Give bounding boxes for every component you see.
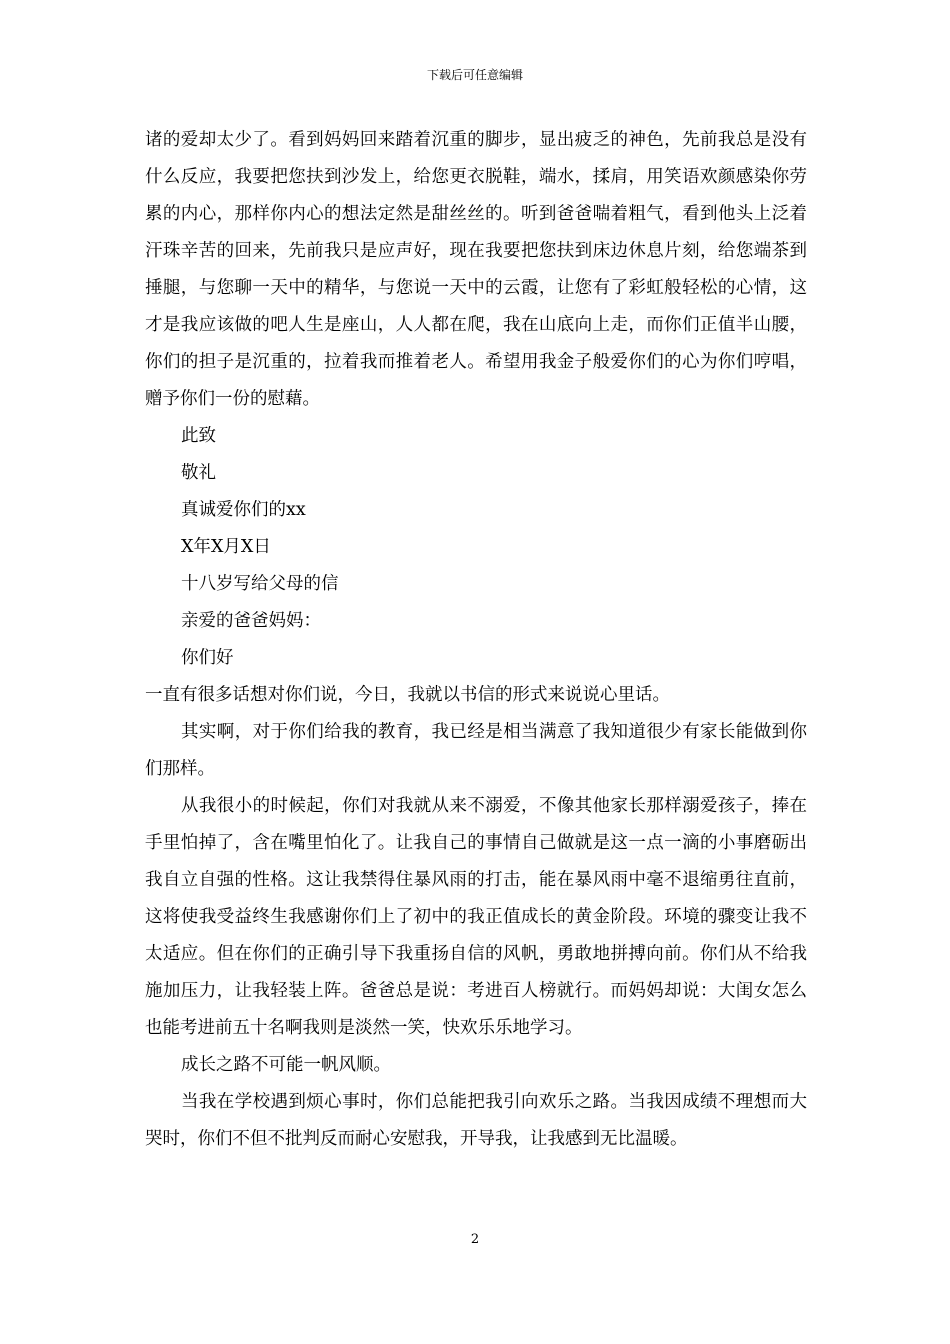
page-number: 2 [470,1232,480,1247]
closing-salutation: 此致 [181,426,216,446]
closing-regards: 敬礼 [181,463,216,483]
paragraph: 成长之路不可能一帆风顺。 [181,1055,391,1075]
page-header: 下载后可任意编辑 [426,68,523,82]
paragraph: 从我很小的时候起，你们对我就从来不溺爱，不像其他家长那样溺爱孩子，捧在手里怕掉了，含在嘴里怕化了。让我自己的事情自己做就是这一点一滴的小事磨砺出我自立自强的性格。这让我禁得住暴风雨的打击，能在暴风雨中毫不退缩勇往直前，这将使我受益终生我感谢你们上了初中的我正值成长的黄金阶段。环境的骤变让我不太适应。但在你们的正确引导下我重扬自信的风帆，勇敢地拼搏向前。你们从不给我施加压力，让我轻装上阵。爸爸总是说：考进百人榜就行。而妈妈却说：大闺女怎么也能考进前五十名啊我则是淡然一笑，快欢乐乐地学习。 [145,796,807,1038]
greeting: 亲爱的爸爸妈妈： [181,611,321,631]
signature: 真诚爱你们的xx [181,500,306,520]
greeting-hello: 你们好 [181,648,234,668]
paragraph-intro: 一直有很多话想对你们说，今日，我就以书信的形式来说说心里话。 [145,685,670,705]
letter-body [145,122,807,1158]
paragraph: 当我在学校遇到烦心事时，你们总能把我引向欢乐之路。当我因成绩不理想而大哭时，你们不但不批判反而耐心安慰我，开导我，让我感到无比温暖。 [145,1092,807,1149]
section-title: 十八岁写给父母的信 [181,574,339,594]
paragraph-continuation: 诸的爱却太少了。看到妈妈回来踏着沉重的脚步，显出疲乏的神色，先前我总是没有什么反应，我要把您扶到沙发上，给您更衣脱鞋，端水，揉肩，用笑语欢颜感染你劳累的内心，那样你内心的想法定然是甜丝丝的。听到爸爸喘着粗气，看到他头上泛着汗珠辛苦的回来，先前我只是应声好，现在我要把您扶到床边休息片刻，给您端茶到捶腿，与您聊一天中的精华，与您说一天中的云霞，让您有了彩虹般轻松的心情，这才是我应该做的吧人生是座山，人人都在爬，我在山底向上走，而你们正值半山腰，你们的担子是沉重的，拉着我而推着老人。希望用我金子般爱你们的心为你们哼唱，赠予你们一份的慰藉。 [145,130,807,409]
date-line: X年X月X日 [181,537,271,557]
paragraph: 其实啊，对于你们给我的教育，我已经是相当满意了我知道很少有家长能做到你们那样。 [145,722,807,779]
